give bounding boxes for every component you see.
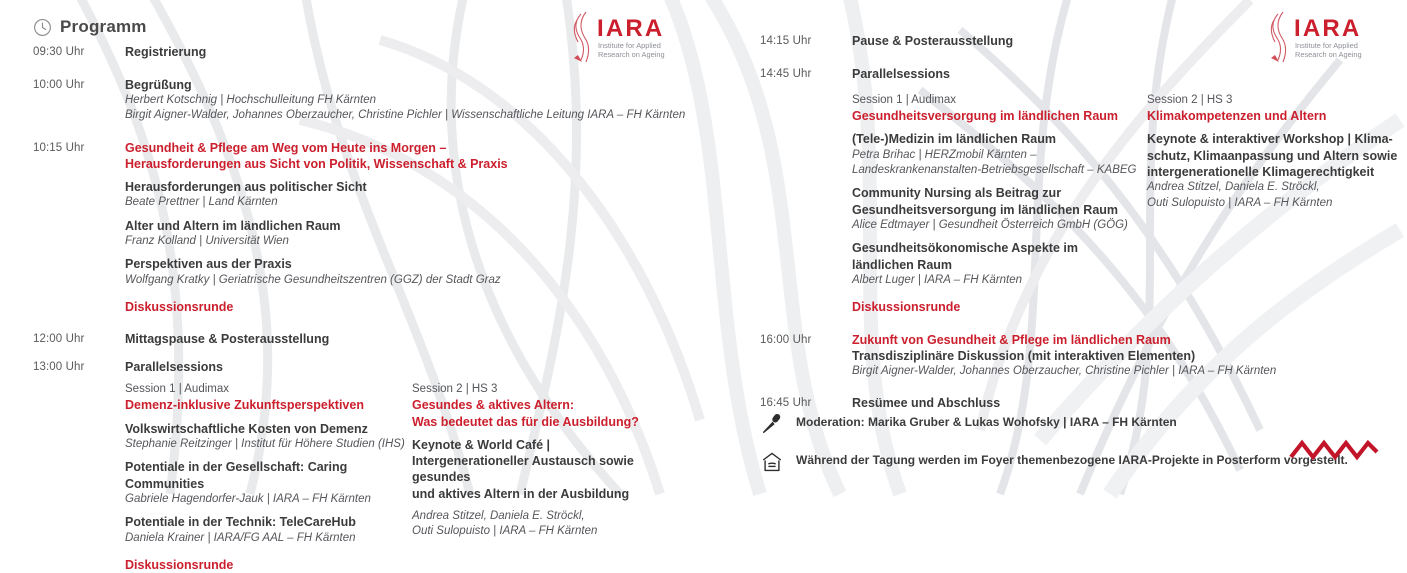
discussion-label: Diskussionsrunde	[852, 300, 961, 315]
session-title: Parallelsessions	[125, 359, 223, 374]
schedule-row	[33, 77, 703, 124]
schedule-column-left	[33, 44, 703, 573]
schedule-row	[760, 395, 1380, 412]
talk-title: Potentiale in der Gesellschaft: Caring Communities	[125, 460, 348, 491]
schedule-row	[760, 332, 1380, 380]
schedule-row	[760, 66, 1398, 316]
discussion-label: Diskussionsrunde	[125, 557, 234, 572]
talk-title: Potentiale in der Technik: TeleCareHub	[125, 515, 356, 530]
speaker-line: Birgit Aigner-Walder, Johannes Oberzaucher, Christine Pichler | Wissenschaftliche Leitung IARA – FH Kärnten	[125, 109, 686, 122]
talk-title: Gesundheitsökonomische Aspekte im	[852, 241, 1078, 256]
footer-notes	[760, 412, 1380, 488]
svg-text:IARA: IARA	[597, 15, 665, 42]
talk-speaker: Alice Edtmayer | Gesundheit Österreich GmbH (GÖG)	[852, 218, 1128, 231]
talk-title: Community Nursing als Beitrag zur	[852, 186, 1062, 201]
talk-speaker: Outi Sulopuisto | IARA – FH Kärnten	[412, 525, 598, 538]
format-line: und aktives Altern in der Ausbildung	[412, 486, 630, 501]
schedule-row	[33, 359, 703, 573]
talk-title: Gesundheitsversorgung im ländlichen Raum	[852, 202, 1119, 217]
red-zigzag-icon	[1288, 437, 1380, 463]
time-label: 12:00 Uhr	[33, 333, 85, 346]
session-title: Registrierung	[125, 45, 207, 59]
schedule-row	[760, 33, 1380, 50]
schedule-row	[33, 44, 703, 61]
svg-text:Institute for Applied: Institute for Applied	[1295, 41, 1358, 50]
talk-speaker: Gabriele Hagendorfer-Jauk | IARA – FH Kärnten	[125, 492, 371, 505]
format-line: schutz, Klimaanpassung und Altern sowie	[1147, 148, 1398, 163]
note-text: Moderation: Marika Gruber & Lukas Wohofsky | IARA – FH Kärnten	[796, 415, 1177, 429]
format-line: Keynote & interaktiver Workshop | Klima-	[1147, 132, 1393, 147]
session-heading: Was bedeutet das für die Ausbildung?	[412, 414, 639, 429]
svg-text:Research on Ageing: Research on Ageing	[1295, 50, 1362, 59]
clock-icon	[33, 18, 52, 37]
session-subtitle: Transdisziplinäre Diskussion (mit interaktiven Elementen)	[852, 348, 1196, 363]
session-title: Parallelsessions	[852, 66, 950, 81]
talk-title: (Tele-)Medizin im ländlichen Raum	[852, 132, 1056, 147]
time-label: 13:00 Uhr	[33, 360, 85, 373]
block-title-line: Herausforderungen aus Sicht von Politik, Wissenschaft & Praxis	[125, 156, 508, 171]
time-label: 10:15 Uhr	[33, 141, 85, 154]
note-poster	[760, 450, 1380, 474]
parallel-session-2	[412, 382, 682, 573]
schedule-row	[33, 331, 703, 348]
talk-title: Perspektiven aus der Praxis	[125, 257, 292, 272]
parallel-session-1	[852, 93, 1147, 316]
speaker-line: Herbert Kotschnig | Hochschulleitung FH Kärnten	[125, 93, 377, 106]
svg-text:Institute for Applied: Institute for Applied	[598, 41, 661, 50]
time-label: 09:30 Uhr	[33, 46, 85, 58]
session-title: Mittagspause & Posterausstellung	[125, 332, 330, 347]
session-heading: Gesundes & aktives Altern:	[412, 398, 575, 413]
time-label: 14:45 Uhr	[760, 67, 812, 80]
talk-speaker: Wolfgang Kratky | Geriatrische Gesundheitszentren (GGZ) der Stadt Graz	[125, 273, 501, 286]
talk-title: Alter und Altern im ländlichen Raum	[125, 218, 341, 233]
note-text: Während der Tagung werden im Foyer themenbezogene IARA-Projekte in Posterform vorgestellt.	[796, 453, 1348, 467]
time-label: 14:15 Uhr	[760, 35, 812, 47]
talk-speaker: Petra Brihac | HERZmobil Kärnten –	[852, 148, 1037, 161]
time-label: 16:45 Uhr	[760, 397, 812, 410]
session-title: Pause & Posterausstellung	[852, 34, 1014, 48]
microphone-icon	[760, 412, 784, 436]
talk-speaker: Franz Kolland | Universität Wien	[125, 234, 289, 247]
time-label: 10:00 Uhr	[33, 78, 85, 91]
session-title: Resümee und Abschluss	[852, 396, 1001, 411]
schedule-row	[33, 140, 703, 316]
format-line: Intergenerationeller Austausch sowie gesundes	[412, 454, 634, 485]
talk-speaker: Albert Luger | IARA – FH Kärnten	[852, 273, 1023, 286]
session-label: Session 1 | Audimax	[852, 93, 956, 106]
session-heading: Klimakompetenzen und Altern	[1147, 109, 1327, 124]
page-title	[33, 17, 147, 37]
talk-title: Herausforderungen aus politischer Sicht	[125, 180, 367, 195]
session-heading: Gesundheitsversorgung im ländlichen Raum	[852, 109, 1119, 124]
parallel-session-2	[1147, 93, 1407, 316]
svg-text:Research on Ageing: Research on Ageing	[598, 50, 665, 59]
format-line: intergenerationelle Klimagerechtigkeit	[1147, 164, 1375, 179]
session-title: Zukunft von Gesundheit & Pflege im ländlichen Raum	[852, 332, 1171, 347]
discussion-label: Diskussionsrunde	[125, 300, 234, 315]
talk-title: ländlichen Raum	[852, 257, 953, 272]
talk-speaker: Stephanie Reitzinger | Institut für Höhere Studien (IHS)	[125, 437, 405, 450]
parallel-session-1	[125, 382, 412, 573]
page-title-label: Programm	[60, 17, 147, 36]
talk-speaker: Beate Prettner | Land Kärnten	[125, 196, 278, 209]
talk-speaker: Andrea Stitzel, Daniela E. Ströckl,	[412, 509, 585, 522]
session-label: Session 2 | HS 3	[1147, 93, 1233, 106]
session-heading: Demenz-inklusive Zukunftsperspektiven	[125, 398, 364, 413]
talk-title: Volkswirtschaftliche Kosten von Demenz	[125, 421, 368, 436]
schedule-column-right	[760, 33, 1398, 412]
session-label: Session 1 | Audimax	[125, 383, 229, 396]
format-line: Keynote & World Café |	[412, 437, 551, 452]
house-icon	[760, 450, 784, 474]
time-label: 16:00 Uhr	[760, 333, 812, 346]
talk-speaker: Outi Sulopuisto | IARA – FH Kärnten	[1147, 196, 1333, 209]
session-label: Session 2 | HS 3	[412, 383, 498, 396]
block-title-line: Gesundheit & Pflege am Weg vom Heute ins Morgen –	[125, 140, 447, 155]
talk-speaker: Daniela Krainer | IARA/FG AAL – FH Kärnten	[125, 531, 356, 544]
talk-speaker: Birgit Aigner-Walder, Johannes Oberzaucher, Christine Pichler | IARA – FH Kärnten	[852, 365, 1277, 378]
session-title: Begrüßung	[125, 77, 192, 92]
talk-speaker: Andrea Stitzel, Daniela E. Ströckl,	[1147, 181, 1320, 194]
talk-speaker: Landeskrankenanstalten-Betriebsgesellschaft – KABEG	[852, 164, 1137, 177]
note-moderation	[760, 412, 1380, 436]
svg-text:IARA: IARA	[1294, 15, 1362, 42]
